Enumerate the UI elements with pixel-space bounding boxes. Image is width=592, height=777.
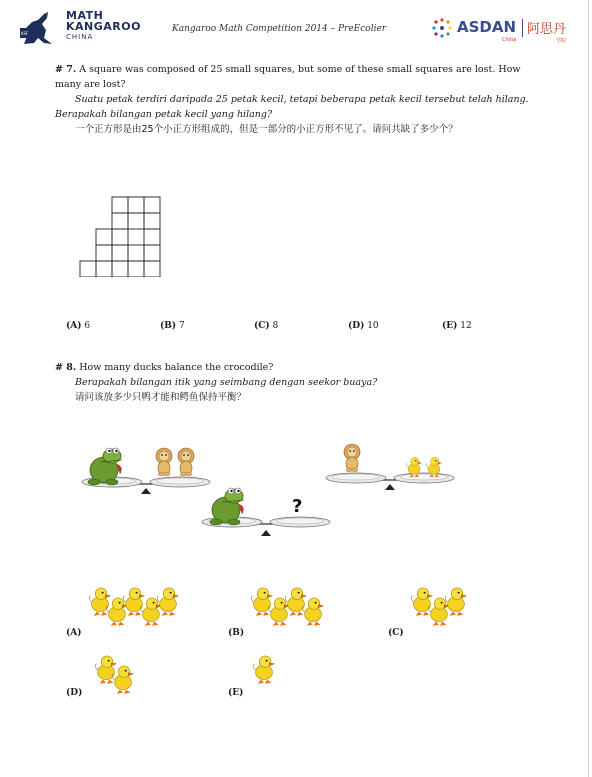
duck-group (95, 656, 133, 694)
duck-icon (302, 598, 323, 626)
duck-icon (285, 588, 306, 616)
q8-option[interactable] (66, 688, 82, 698)
q8-option[interactable] (228, 688, 243, 698)
option-letter: (D) (66, 688, 83, 698)
duck-group (251, 588, 323, 626)
duck-group (253, 656, 274, 684)
duck-group (411, 588, 466, 626)
option-letter: (E) (228, 688, 244, 698)
duck-icon (445, 588, 466, 616)
option-value: 10 (364, 321, 379, 331)
logo-line-3: CHINA (66, 33, 94, 41)
option-letter: (B) (228, 628, 245, 638)
logo-line-1: MATH (66, 9, 104, 22)
duck-group (89, 588, 178, 626)
lion-icon (344, 444, 360, 472)
option-letter: (C) (388, 628, 404, 638)
asdan-chinese-name: 阿思丹 (527, 22, 567, 37)
duck-icon (411, 588, 432, 616)
duck-icon (95, 656, 116, 684)
asdan-sub-left: China (502, 37, 517, 43)
option-value: 6 (81, 321, 91, 331)
q8-malay-text: Berapakah bilangan itik yang seimbang dengan seekor buaya? (75, 377, 378, 388)
scale-2-fulcrum-icon (385, 484, 395, 490)
option-value: 12 (457, 321, 472, 331)
scale-1-fulcrum-icon (141, 488, 151, 494)
q8-english-text: How many ducks balance the crocodile? (79, 362, 274, 373)
q7-number: # 7. (55, 64, 77, 75)
q8-option[interactable] (228, 628, 244, 638)
option-letter: (A) (66, 321, 82, 331)
duck-icon (89, 588, 110, 616)
logo-line-2: KANGAROO (66, 20, 141, 33)
scale-2 (326, 444, 454, 490)
asdan-wordmark: ASDAN (457, 18, 517, 36)
q8-option[interactable] (66, 628, 82, 638)
duck-icon (253, 656, 274, 684)
scale-3-fulcrum-icon (261, 530, 271, 536)
lion-icon (156, 448, 172, 476)
duck-icon (268, 598, 289, 626)
duck-icon (123, 588, 144, 616)
asdan-sub-right: 学院 (556, 38, 567, 44)
option-value: 8 (269, 321, 279, 331)
q8-option[interactable] (388, 628, 404, 638)
competition-title: Kangaroo Math Competition 2014 – PreEcolier (172, 24, 387, 34)
option-letter: (B) (160, 321, 177, 331)
q7-chinese-text: 一个正方形是由25个小正方形组成的，但是一部分的小正方形不见了。请问共缺了多少个？ (75, 124, 458, 135)
q8-number: # 8. (55, 362, 77, 373)
scale-1 (82, 448, 210, 494)
duck-icon (112, 666, 133, 694)
q8-chinese-text: 请问该放多少只鸭才能和鳄鱼保持平衡？ (75, 392, 247, 403)
duck-icon (428, 598, 449, 626)
option-value: 7 (176, 321, 185, 331)
lion-icon (178, 448, 194, 476)
option-letter: (D) (348, 321, 365, 331)
option-letter: (C) (254, 321, 270, 331)
duck-icon (251, 588, 272, 616)
duck-icon (140, 598, 161, 626)
svg-text:KSF: KSF (21, 31, 29, 36)
duck-icon (106, 598, 127, 626)
q7-malay-text: Suatu petak terdiri daripada 25 petak kecil, tetapi beberapa petak kecil tersebut telah hilang. Berapakah bilangan petak kecil yang hilang? (55, 94, 529, 120)
q7-english-text: A square was composed of 25 small squares, but some of these small squares are lost. How many are lost? (55, 64, 521, 90)
duck-icon (157, 588, 178, 616)
option-letter: (A) (66, 628, 82, 638)
option-letter: (E) (442, 321, 458, 331)
unknown-question-mark: ? (292, 496, 303, 517)
scale-3 (202, 488, 330, 536)
